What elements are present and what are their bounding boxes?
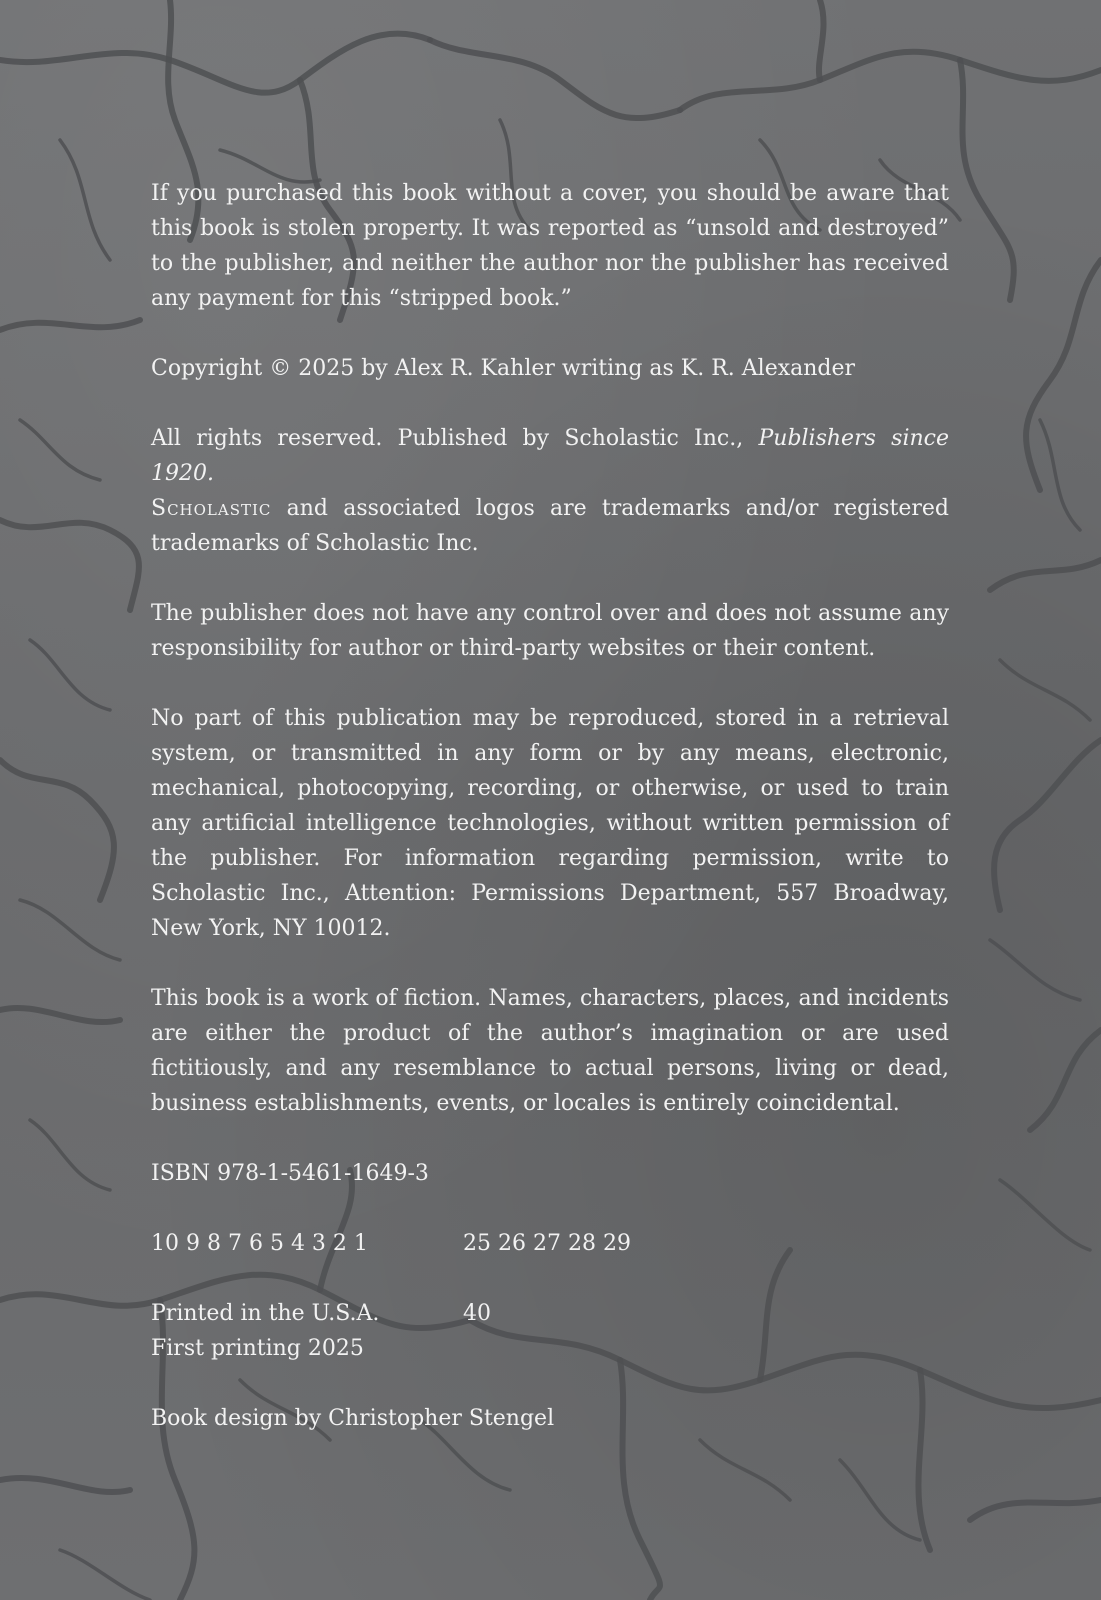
- stripped-book-notice: If you purchased this book without a cover, you should be aware that this book is stolen property. It was reported as “unsold and destroyed” to the publisher, and neither the author nor the publisher has received any payment for this “stripped book.”: [151, 181, 949, 311]
- third-party-disclaimer: The publisher does not have any control over and does not assume any responsibility for author or third-party websites or their content.: [151, 601, 949, 661]
- rights-suffix: and associated logos are trademarks and/or registered trademarks of Scholastic Inc.: [151, 496, 949, 556]
- rights-prefix: All rights reserved. Published by Scholastic Inc.,: [151, 426, 759, 451]
- printing-row: [151, 1226, 949, 1261]
- year-code-line: 25 26 27 28 29: [463, 1231, 631, 1256]
- printed-in-row: [151, 1296, 949, 1331]
- printing-number-line: 10 9 8 7 6 5 4 3 2 1: [151, 1231, 368, 1256]
- fiction-disclaimer: This book is a work of fiction. Names, characters, places, and incidents are either the product of the author’s imagination or are used fictitiously, and any resemblance to actual persons, living or dead, business establishments, events, or locales is entirely coincidental.: [151, 986, 949, 1116]
- reproduction-notice: No part of this publication may be reproduced, stored in a retrieval system, or transmitted in any form or by any means, electronic, mechanical, photocopying, recording, or otherwise, or used to train any artificial intelligence technologies, without written permission of the publisher. For information regarding permission, write to Scholastic Inc., Attention: Permissions Department, 557 Broadway, New York, NY 10012.: [151, 706, 949, 941]
- rights-reserved-paragraph: [151, 421, 949, 561]
- printing-info: [151, 1296, 949, 1366]
- copyright-text-block: [151, 176, 949, 1471]
- scholastic-brand-text: Scholastic: [151, 496, 272, 521]
- copyright-line: Copyright © 2025 by Alex R. Kahler writing as K. R. Alexander: [151, 356, 856, 381]
- book-design-credit: Book design by Christopher Stengel: [151, 1406, 555, 1431]
- first-printing-text: First printing 2025: [151, 1336, 364, 1361]
- publishers-since-tagline: Publishers since 1920.: [151, 426, 949, 486]
- printer-code: 40: [463, 1301, 491, 1326]
- printed-in-text: Printed in the U.S.A.: [151, 1301, 380, 1326]
- isbn-line: ISBN 978-1-5461-1649-3: [151, 1161, 429, 1186]
